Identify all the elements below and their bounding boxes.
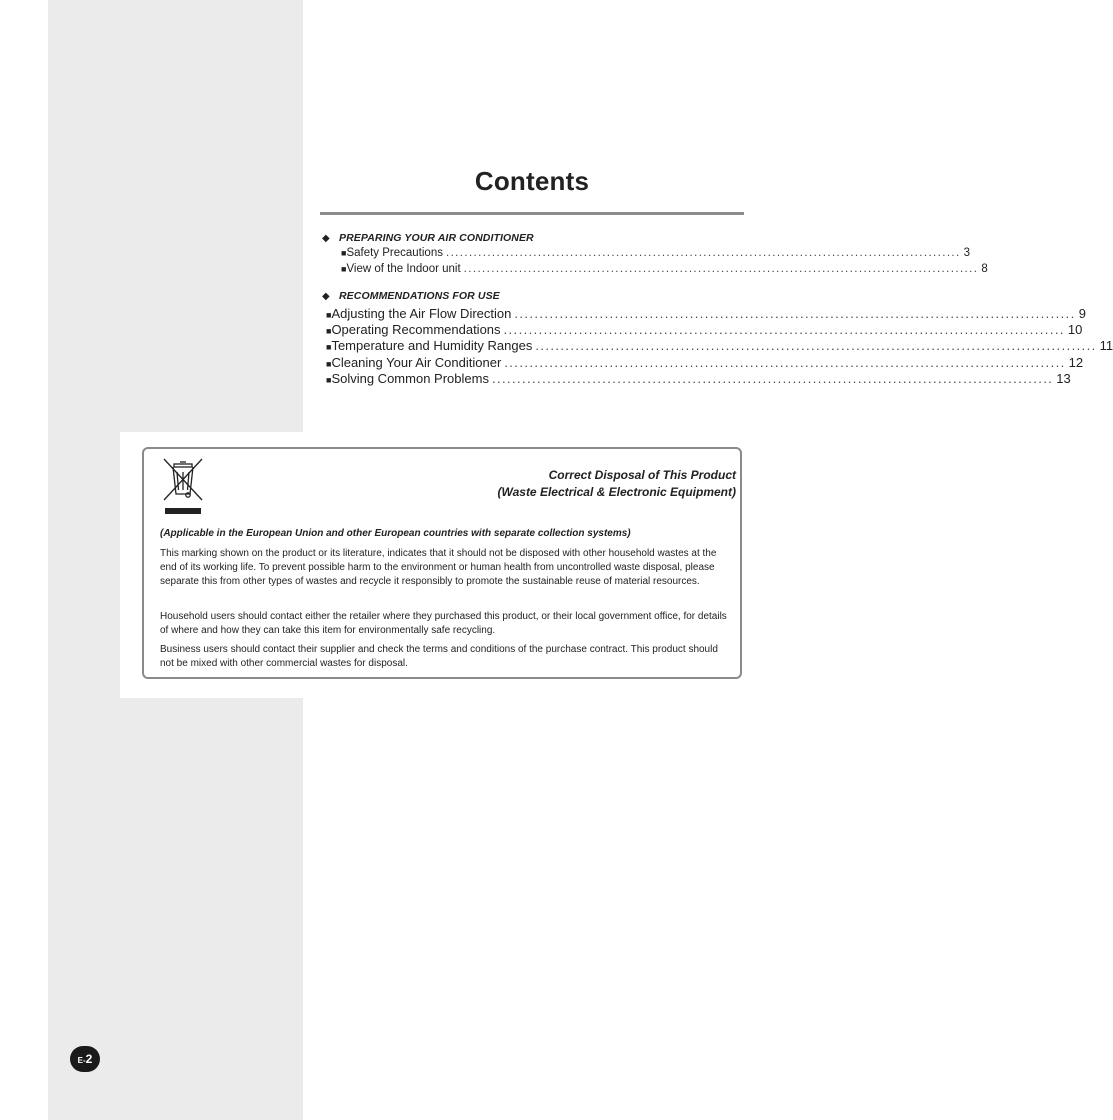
disposal-paragraph: Business users should contact their supplier and check the terms and conditions of the purchase contract. This product should not be mixed with other commercial wastes for disposal. xyxy=(160,644,718,669)
diamond-bullet-icon: ◆ xyxy=(322,291,330,302)
toc-entry-label: Cleaning Your Air Conditioner xyxy=(331,355,502,370)
section-heading-preparing: ◆ PREPARING YOUR AIR CONDITIONER xyxy=(322,232,534,244)
toc-entry-label: Safety Precautions xyxy=(346,247,443,259)
page-title: Contents xyxy=(474,166,590,196)
toc-entry-solving-problems[interactable] xyxy=(326,371,1071,386)
toc-entry-view-indoor-unit[interactable] xyxy=(341,263,988,275)
toc-entry-page: 9 xyxy=(1078,306,1086,321)
toc-entry-label: Solving Common Problems xyxy=(331,371,489,386)
toc-entry-temperature-humidity[interactable] xyxy=(326,338,1113,353)
disposal-paragraph: Household users should contact either the retailer where they purchased this product, or their local government office, for details of where and how they can take this item for environmentally safe recycling. xyxy=(160,611,727,636)
square-bullet-icon: ■ xyxy=(326,375,332,385)
toc-entry-page: 11 xyxy=(1099,338,1113,353)
square-bullet-icon: ■ xyxy=(341,264,347,274)
toc-entry-page: 3 xyxy=(963,247,971,259)
disposal-heading: Correct Disposal of This Product (Waste Electrical & Electronic Equipment) xyxy=(497,468,736,499)
toc-entry-page: 13 xyxy=(1056,371,1071,386)
dot-leader: ................................................................................................................ xyxy=(504,355,1066,370)
toc-entry-label: Adjusting the Air Flow Direction xyxy=(331,306,512,321)
title-divider xyxy=(320,212,744,215)
square-bullet-icon: ■ xyxy=(326,342,332,352)
diamond-bullet-icon: ◆ xyxy=(322,233,330,244)
dot-leader: ................................................................................................................ xyxy=(514,306,1076,321)
crossed-out-wheelie-bin-icon xyxy=(160,456,206,520)
dot-leader: ................................................................................................................ xyxy=(503,322,1065,337)
toc-entry-air-flow-direction[interactable] xyxy=(326,306,1086,321)
toc-entry-page: 8 xyxy=(981,263,988,275)
toc-entry-label: Temperature and Humidity Ranges xyxy=(331,338,533,353)
dot-leader: ................................................................................................................ xyxy=(491,371,1054,386)
section-heading-recommendations: ◆ RECOMMENDATIONS FOR USE xyxy=(322,290,500,302)
toc-entry-page: 12 xyxy=(1068,355,1084,370)
toc-entry-cleaning[interactable] xyxy=(326,355,1084,370)
toc-entry-label: Operating Recommendations xyxy=(331,322,501,337)
dot-leader: ................................................................................................................ xyxy=(535,338,1097,353)
square-bullet-icon: ■ xyxy=(326,326,332,336)
square-bullet-icon: ■ xyxy=(341,248,347,258)
square-bullet-icon: ■ xyxy=(326,359,332,369)
square-bullet-icon: ■ xyxy=(326,310,332,320)
disposal-applicability: (Applicable in the European Union and other European countries with separate collection systems) xyxy=(160,528,631,539)
disposal-paragraph: This marking shown on the product or its literature, indicates that it should not be disposed with other household wastes at the end of its working life. To prevent possible harm to the environment or human health from uncontrolled waste disposal, please separate this from other types of wastes and recycle it responsibly to promote the sustainable reuse of material resources. xyxy=(160,548,717,587)
dot-leader: ................................................................................................................ xyxy=(463,263,979,275)
toc-entry-page: 10 xyxy=(1067,322,1083,337)
toc-entry-safety-precautions[interactable] xyxy=(341,247,971,259)
page-number-badge: E-2 xyxy=(70,1046,100,1072)
dot-leader: ................................................................................................................ xyxy=(445,247,961,259)
toc-entry-label: View of the Indoor unit xyxy=(346,263,461,275)
toc-entry-operating-recommendations[interactable] xyxy=(326,322,1083,337)
